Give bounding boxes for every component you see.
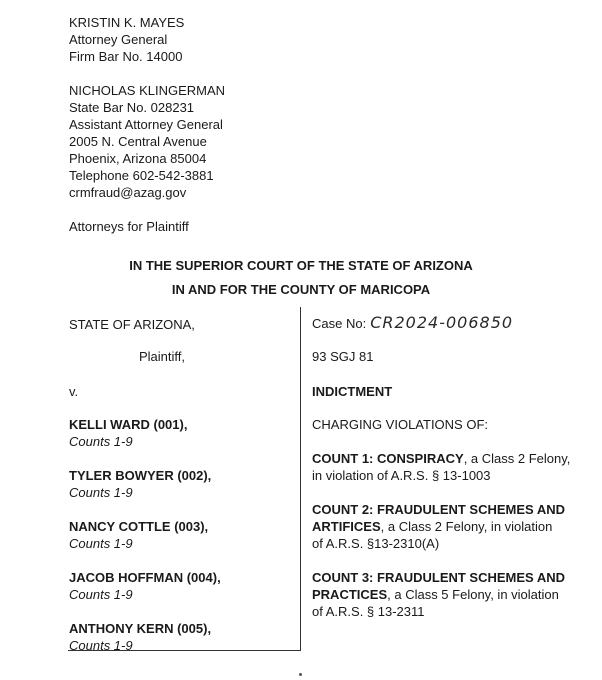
ag-title: Attorney General: [69, 32, 168, 47]
ag-bar-number: Firm Bar No. 14000: [69, 49, 183, 64]
count-title: COUNT 1: CONSPIRACY: [312, 451, 464, 466]
count-3-line-2: [312, 586, 559, 603]
defendant-counts: Counts 1-9: [69, 638, 133, 653]
defendant-counts: Counts 1-9: [69, 536, 133, 551]
plaintiff-label: Plaintiff,: [139, 349, 186, 364]
telephone: Telephone 602-542-3881: [69, 168, 214, 183]
aag-name: NICHOLAS KLINGERMAN: [69, 83, 226, 98]
count-statute: of A.R.S. §13-2310(A): [312, 536, 440, 551]
defendant-name: KELLI WARD (001),: [69, 417, 188, 432]
count-class: , a Class 2 Felony,: [463, 451, 571, 466]
defendant-name: ANTHONY KERN (005),: [69, 621, 212, 636]
page-mark: [299, 673, 302, 676]
charging-violations-heading: CHARGING VIOLATIONS OF:: [312, 417, 489, 432]
defendant-name: TYLER BOWYER (002),: [69, 468, 212, 483]
count-class: , a Class 2 Felony, in violation: [380, 519, 553, 534]
plaintiff-name: STATE OF ARIZONA,: [69, 317, 195, 332]
count-class: , a Class 5 Felony, in violation: [387, 587, 559, 602]
count-title-continued: PRACTICES: [312, 587, 388, 602]
aag-bar-number: State Bar No. 028231: [69, 100, 195, 115]
grand-jury-number: 93 SGJ 81: [312, 349, 374, 364]
defendant-name: JACOB HOFFMAN (004),: [69, 570, 221, 585]
count-title-continued: ARTIFICES: [312, 519, 381, 534]
count-title: COUNT 2: FRAUDULENT SCHEMES AND: [312, 502, 566, 517]
address-line-2: Phoenix, Arizona 85004: [69, 151, 207, 166]
address-line-1: 2005 N. Central Avenue: [69, 134, 207, 149]
court-heading-line-1: IN THE SUPERIOR COURT OF THE STATE OF ARIZONA: [129, 258, 473, 273]
caption-vertical-divider: [300, 307, 301, 650]
count-1: [312, 450, 570, 467]
count-statute: of A.R.S. § 13-2311: [312, 604, 425, 619]
defendant-counts: Counts 1-9: [69, 434, 133, 449]
versus: v.: [69, 384, 79, 399]
document-type: INDICTMENT: [312, 384, 393, 399]
count-title: COUNT 3: FRAUDULENT SCHEMES AND: [312, 570, 566, 585]
court-heading-line-2: IN AND FOR THE COUNTY OF MARICOPA: [171, 282, 431, 297]
case-number-handwritten: CR2024-006850: [370, 313, 514, 332]
defendant-name: NANCY COTTLE (003),: [69, 519, 209, 534]
case-number: [312, 314, 513, 332]
attorneys-for-plaintiff: Attorneys for Plaintiff: [69, 219, 189, 234]
aag-title: Assistant Attorney General: [69, 117, 223, 132]
defendant-counts: Counts 1-9: [69, 587, 133, 602]
count-2-line-2: [312, 518, 552, 535]
ag-name: KRISTIN K. MAYES: [69, 15, 185, 30]
case-number-label: Case No:: [312, 316, 367, 331]
count-statute: in violation of A.R.S. § 13-1003: [312, 468, 491, 483]
defendant-counts: Counts 1-9: [69, 485, 133, 500]
email: crmfraud@azag.gov: [69, 185, 187, 200]
